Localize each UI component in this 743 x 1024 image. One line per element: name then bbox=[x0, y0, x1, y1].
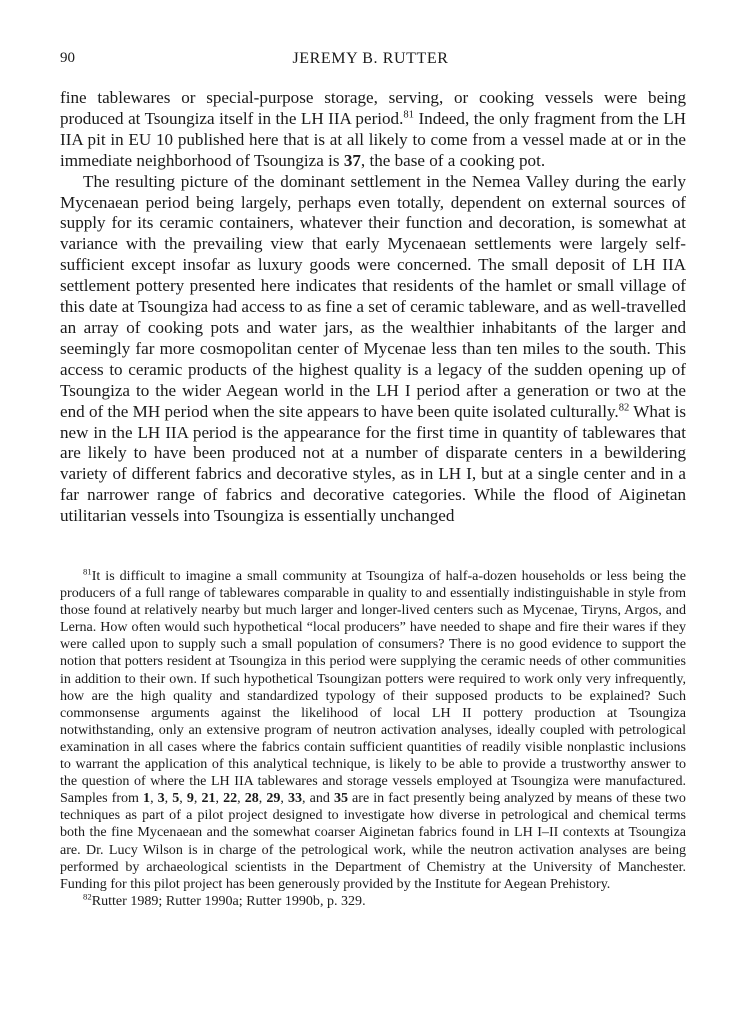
catalog-number: 37 bbox=[343, 150, 361, 170]
main-text bbox=[60, 88, 686, 527]
footnotes bbox=[60, 568, 686, 910]
footnote-81 bbox=[60, 568, 686, 893]
catalog-number: 33 bbox=[287, 790, 303, 807]
catalog-number: 35 bbox=[333, 790, 348, 807]
running-head: JEREMY B. RUTTER bbox=[292, 50, 449, 67]
footnote-ref-82[interactable]: 82 bbox=[618, 402, 630, 414]
text-run: What is new in the LH IIA period is the appearance for the first time in quantity of tablewares that are likely to have been produced not at a number of disparate centers in a bewildering variety of different fabrics and decorative styles, as in LH I, but at a single center and in a far narrower range of fabrics and decorative categories. While the flood of Aiginetan utilitarian vessels into Tsoungiza is essentially unchanged bbox=[60, 401, 686, 526]
text-run: fine tablewares or special-purpose storage, serving, or cooking vessels were being produced at Tsoungiza itself in the LH IIA period. bbox=[60, 88, 686, 128]
text-run: are in fact presently being analyzed by means of these two techniques as part of a pilot project designed to investigate how diverse in petrological and chemical terms both the fine Mycenaean and the somewhat coarser Aiginetan fabrics found in LH I–II contexts at Tsoungiza are. Dr. Lucy Wilson is in charge of the petrological work, while the neutron activation analyses are being performed by archaeological scientists in the Department of Chemistry at the University of Manchester. Funding for this pilot project has been generously provided by the Institute for Aegean Prehistory. bbox=[60, 790, 686, 892]
footnote-82 bbox=[60, 893, 686, 910]
page-header bbox=[60, 50, 681, 74]
text-run: It is difficult to imagine a small community at Tsoungiza of half-a-dozen households or less being the producers of a full range of tablewares comparable in quality to and essentially indistinguishable in style from those found at relatively nearby but much larger and longer-lived centers such as Mycenae, Tiryns, Argos, and Lerna. How often would such hypothetical “local producers” have needed to shape and fire their wares if they were called upon to supply such a small population of consumers? There is no good evidence to support the notion that potters resident at Tsoungiza in this period were supplying the ceramic needs of other communities in addition to their own. If such hypothetical Tsoungizan potters were required to work only very infrequently, how are the high quality and standardized typology of their supposed products to be explained? Such commonsense arguments against the likelihood of local LH II pottery production at Tsoungiza notwithstanding, only an extensive program of neutron activation analyses, ideally coupled with petrological examination in all cases where the fabrics contain sufficient quantities of readily visible nonplastic inclusions to warrant the application of this analytical technique, is likely to be able to provide a trustworthy answer to the question of where the LH IIA tablewares and storage vessels employed at Tsoungiza were manufactured. Samples from bbox=[60, 568, 686, 807]
page-number: 90 bbox=[60, 50, 75, 66]
catalog-number: 21 bbox=[201, 790, 216, 807]
text-run: The resulting picture of the dominant settlement in the Nemea Valley during the early Mycenaean period being largely, perhaps even totally, dependent on external sources of supply for its ceramic containers, whatever their function and decoration, is somewhat at variance with the prevailing view that early Mycenaean settlements were largely self-sufficient except insofar as luxury goods were concerned. The small deposit of LH IIA settlement pottery presented here indicates that residents of the hamlet or small village of this date at Tsoungiza had access to as fine a set of ceramic tableware, and as well-travelled an array of cooking pots and water jars, as the wealthier inhabitants of the larger and seemingly far more cosmopolitan center of Mycenae less than ten miles to the south. This access to ceramic products of the highest quality is a legacy of the sudden opening up of Tsoungiza to the wider Aegean world in the LH I period after a generation or two at the end of the MH period when the site appears to have been quite isolated culturally. bbox=[60, 171, 686, 421]
text-run: , the base of a cooking pot. bbox=[360, 150, 546, 170]
catalog-number: 9 bbox=[186, 790, 194, 807]
footnote-marker: 82 bbox=[83, 891, 92, 902]
catalog-number: 22 bbox=[223, 790, 238, 807]
catalog-number: 5 bbox=[172, 790, 180, 807]
footnote-marker: 81 bbox=[83, 566, 92, 577]
text-run: Indeed, the only fragment from the LH IIA pit in EU 10 published here that is at all likely to come from a vessel made at or in the immediate neighborhood of Tsoungiza is bbox=[60, 108, 686, 170]
paragraph bbox=[60, 172, 686, 527]
sample-number-list: 1, 3, 5, 9, 21, 22, 28, 29, 33, and bbox=[143, 790, 334, 807]
catalog-number: 28 bbox=[244, 790, 259, 807]
paragraph bbox=[60, 88, 686, 172]
footnote-ref-81[interactable]: 81 bbox=[403, 109, 414, 121]
text-run: Rutter 1989; Rutter 1990a; Rutter 1990b, p. 329. bbox=[91, 892, 366, 909]
catalog-number: 1 bbox=[143, 790, 151, 807]
catalog-number: 29 bbox=[266, 790, 281, 807]
catalog-number: 3 bbox=[157, 790, 165, 807]
